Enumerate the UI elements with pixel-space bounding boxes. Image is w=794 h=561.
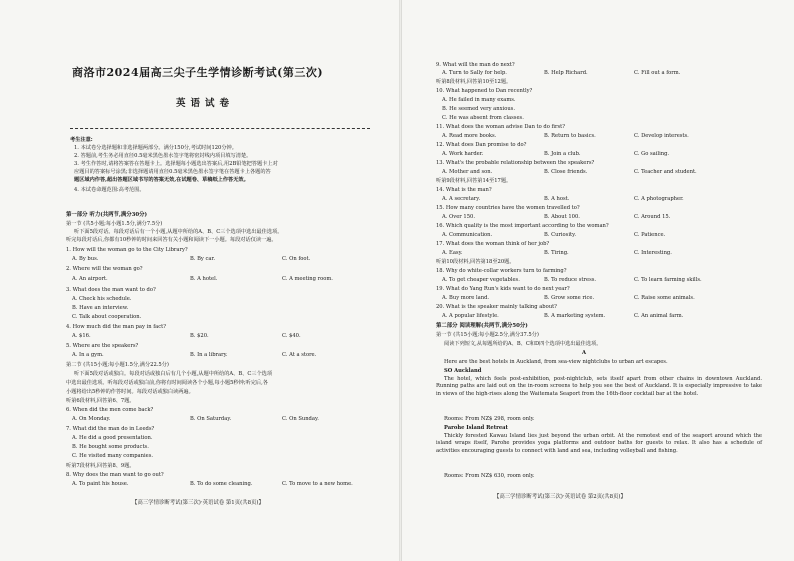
option-b: B. Tiring. — [544, 250, 569, 256]
passage-paragraph: Thickly forested Kawau Island lies just beyond the urban orbit. At the remotest end of the seaport around which the island wraps itself, Parohe provides yoga platforms and outdoor baths for guests to relax. It also has a schedule of activities encouraging guests to connect with land and sea, including volleyball and fishing. — [436, 433, 762, 454]
option-b: B. To do some cleaning. — [190, 481, 253, 487]
question-stem: 14. What is the man? — [436, 187, 492, 193]
question-stem: 19. What do Yang Run's kids want to do next year? — [436, 286, 570, 292]
option-b: B. By car. — [190, 256, 216, 262]
question-stem: 4. How much did the man pay in fact? — [66, 324, 167, 330]
instruction: 听下面5段对话。每段对话后有一个小题,从题中所给的A、B、C三个选项中选出最佳选项。 — [74, 229, 283, 235]
option-a: A. A secretary. — [442, 196, 481, 202]
exam-title: 商洛市2024届高三尖子生学情诊断考试(第三次) — [72, 66, 324, 79]
option-b: B. Grow some rice. — [544, 295, 595, 301]
option-b: B. To reduce stress. — [544, 277, 597, 283]
question-stem: 11. What does the woman advise Dan to do first? — [436, 124, 565, 130]
option-b: B. On Saturday. — [190, 416, 232, 422]
question-stem: 18. Why do white-collar workers turn to farming? — [436, 268, 567, 274]
option-b: B. Close friends. — [544, 169, 588, 175]
option-a: A. Turn to Sally for help. — [442, 70, 507, 76]
option-b: B. About 100. — [544, 214, 580, 220]
question-stem: 6. When did the men come back? — [66, 407, 154, 413]
material-note: 听第7段材料,回答第8、9题。 — [66, 463, 135, 469]
instruction: 听下面5段对话或独白。每段对话或独白后有几个小题,从题中所给的A、B、C三个选项 — [74, 371, 273, 377]
option-b: B. A host. — [544, 196, 570, 202]
section-heading: 第二节 (共15小题;每小题1.5分,满分22.5分) — [66, 362, 169, 368]
option-c: C. Interesting. — [634, 250, 672, 256]
notice-title: 考生注意: — [70, 137, 93, 143]
part1-heading: 第一部分 听力(共两节,满分30分) — [66, 212, 148, 218]
option-a: A. By bus. — [72, 256, 99, 262]
option-c: C. He visited many companies. — [72, 453, 154, 459]
material-note: 听第10段材料,回答第18至20题。 — [436, 259, 515, 265]
option-c: C. Fill out a form. — [634, 70, 681, 76]
material-note: 听第8段材料,回答第10至12题。 — [436, 79, 512, 85]
part2-heading: 第二部分 阅读理解(共两节,满分50分) — [436, 323, 528, 329]
material-note: 听第9段材料,回答第14至17题。 — [436, 178, 512, 184]
passage-heading: SO Auckland — [444, 368, 482, 374]
option-a: A. Over 150. — [442, 214, 475, 220]
option-a: A. A popular lifestyle. — [442, 313, 499, 319]
instruction: 中选出最佳选项。听每段对话或独白前,你将有时间阅读各个小题,每小题5秒钟;听完后,各 — [66, 380, 268, 386]
option-a: A. Easy. — [442, 250, 463, 256]
notice-line: 应题目的答案标号涂黑;非选择题请用直径0.5毫米黑色墨水签字笔在答题卡上各题的答 — [74, 169, 271, 175]
question-stem: 13. What's the probable relationship between the speakers? — [436, 160, 595, 166]
option-c: C. Go sailing. — [634, 151, 670, 157]
option-c: C. Around 15. — [634, 214, 671, 220]
option-b: B. Curiosity. — [544, 232, 576, 238]
option-c: C. Talk about cooperation. — [72, 314, 142, 320]
page-footer: 【高三学情诊断考试(第三次)·英语试卷 第2页(共8页)】 — [494, 494, 626, 500]
option-c: C. At a store. — [282, 352, 317, 358]
option-a: A. Read more books. — [442, 133, 497, 139]
instruction: 听完每段对话后,你都有10秒钟的时间来回答有关小题和阅读下一小题。每段对话仅读一遍。 — [66, 237, 277, 243]
option-a: A. In a gym. — [72, 352, 104, 358]
option-c: C. Patience. — [634, 232, 666, 238]
option-a: A. Check his schedule. — [72, 296, 132, 302]
question-stem: 1. How will the woman go to the City Library? — [66, 247, 188, 253]
page-footer: 【高三学情诊断考试(第三次)·英语试卷 第1页(共8页)】 — [132, 500, 264, 506]
option-c: C. On foot. — [282, 256, 311, 262]
room-price: Rooms: From NZ$ 630, room only. — [444, 473, 535, 479]
room-price: Rooms: From NZ$ 298, room only. — [444, 416, 535, 422]
notice-line: 4. 本试卷命题范围:高考范围。 — [74, 187, 145, 193]
option-a: A. Communication. — [442, 232, 493, 238]
option-a: A. He did a good presentation. — [72, 435, 153, 441]
passage-paragraph: The hotel, which feels post-exhibition, post-nightclub, sets itself apart from other chains in downtown Auckland. Running paths are laid out on the in-room screens to help you see the best of Auckland. It is especially impressive to take in views of the high-rises along the Waitemata Seaport from the 16th-floor cocktail bar at the hotel. — [436, 376, 762, 397]
instruction: 阅读下列短文,从每题所给的A、B、C和D四个选项中选出最佳选项。 — [444, 341, 602, 347]
option-c: C. To move to a new home. — [282, 481, 353, 487]
question-stem: 5. Where are the speakers? — [66, 343, 139, 349]
option-c: C. On Sunday. — [282, 416, 319, 422]
option-c: C. An animal farm. — [634, 313, 684, 319]
option-a: A. Mother and son. — [442, 169, 493, 175]
instruction: 小题将给出5秒钟的作答时间。每段对话或独白读两遍。 — [66, 389, 194, 395]
question-stem: 8. Why does the man want to go out? — [66, 472, 164, 478]
option-a: A. On Monday. — [72, 416, 111, 422]
option-b: B. A hotel. — [190, 276, 218, 282]
question-stem: 7. What did the man do in Leeds? — [66, 426, 155, 432]
option-a: A. Work harder. — [442, 151, 484, 157]
divider — [70, 128, 370, 129]
option-c: C. Develop interests. — [634, 133, 689, 139]
option-b: B. He bought some products. — [72, 444, 149, 450]
option-c: C. Raise some animals. — [634, 295, 695, 301]
option-a: A. To paint his house. — [72, 481, 129, 487]
option-a: A. He failed in many exams. — [442, 97, 516, 103]
option-b: B. $20. — [190, 333, 209, 339]
option-c: C. A photographer. — [634, 196, 684, 202]
option-b: B. He seemed very anxious. — [442, 106, 515, 112]
passage-letter: A — [582, 350, 587, 356]
option-a: A. $16. — [72, 333, 91, 339]
option-a: A. An airport. — [72, 276, 108, 282]
option-b: B. Join a club. — [544, 151, 581, 157]
section-heading: 第一节 (共5小题;每小题1.5分,满分7.5分) — [66, 221, 163, 227]
option-b: B. In a library. — [190, 352, 228, 358]
option-a: A. To get cheaper vegetables. — [442, 277, 520, 283]
option-c: C. $40. — [282, 333, 301, 339]
question-stem: 12. What does Dan promise to do? — [436, 142, 527, 148]
notice-line: 2. 答题前,考生务必用直径0.5毫米黑色墨水签字笔将密封线内项目填写清楚。 — [74, 153, 252, 159]
option-b: B. Have an interview. — [72, 305, 129, 311]
material-note: 听第6段材料,回答第6、7题。 — [66, 398, 135, 404]
question-stem: 2. Where will the woman go? — [66, 266, 143, 272]
notice-line: 1. 本试卷分选择题和非选择题两部分。满分150分,考试时间120分钟。 — [74, 145, 237, 151]
option-c: C. He was absent from classes. — [442, 115, 524, 121]
question-stem: 17. What does the woman think of her job? — [436, 241, 550, 247]
option-b: B. A marketing system. — [544, 313, 606, 319]
notice-line: 题区域内作答,超出答题区域书写的答案无效,在试题卷、草稿纸上作答无效。 — [74, 177, 249, 183]
question-stem: 15. How many countries have the women travelled to? — [436, 205, 580, 211]
option-b: B. Return to basics. — [544, 133, 596, 139]
option-b: B. Help Richard. — [544, 70, 588, 76]
exam-subtitle: 英语试卷 — [176, 98, 235, 109]
passage-heading: Parohe Island Retreat — [444, 425, 508, 431]
notice-line: 3. 考生作答时,请将答案答在答题卡上。选择题每小题选出答案后,用2B铅笔把答题卡上对 — [74, 161, 278, 167]
page-right — [402, 0, 794, 561]
section-heading: 第一节 (共15小题;每小题2.5分,满分37.5分) — [436, 332, 539, 338]
option-c: C. A meeting room. — [282, 276, 333, 282]
question-stem: 16. Which quality is the most important according to the woman? — [436, 223, 609, 229]
passage-intro: Here are the best hotels in Auckland, from sea-view nightclubs to urban art escapes. — [444, 359, 668, 365]
option-c: C. Teacher and student. — [634, 169, 697, 175]
question-stem: 9. What will the man do next? — [436, 62, 515, 68]
option-c: C. To learn farming skills. — [634, 277, 702, 283]
question-stem: 10. What happened to Dan recently? — [436, 88, 533, 94]
question-stem: 3. What does the man want to do? — [66, 287, 156, 293]
option-a: A. Buy more land. — [442, 295, 490, 301]
question-stem: 20. What is the speaker mainly talking about? — [436, 304, 557, 310]
